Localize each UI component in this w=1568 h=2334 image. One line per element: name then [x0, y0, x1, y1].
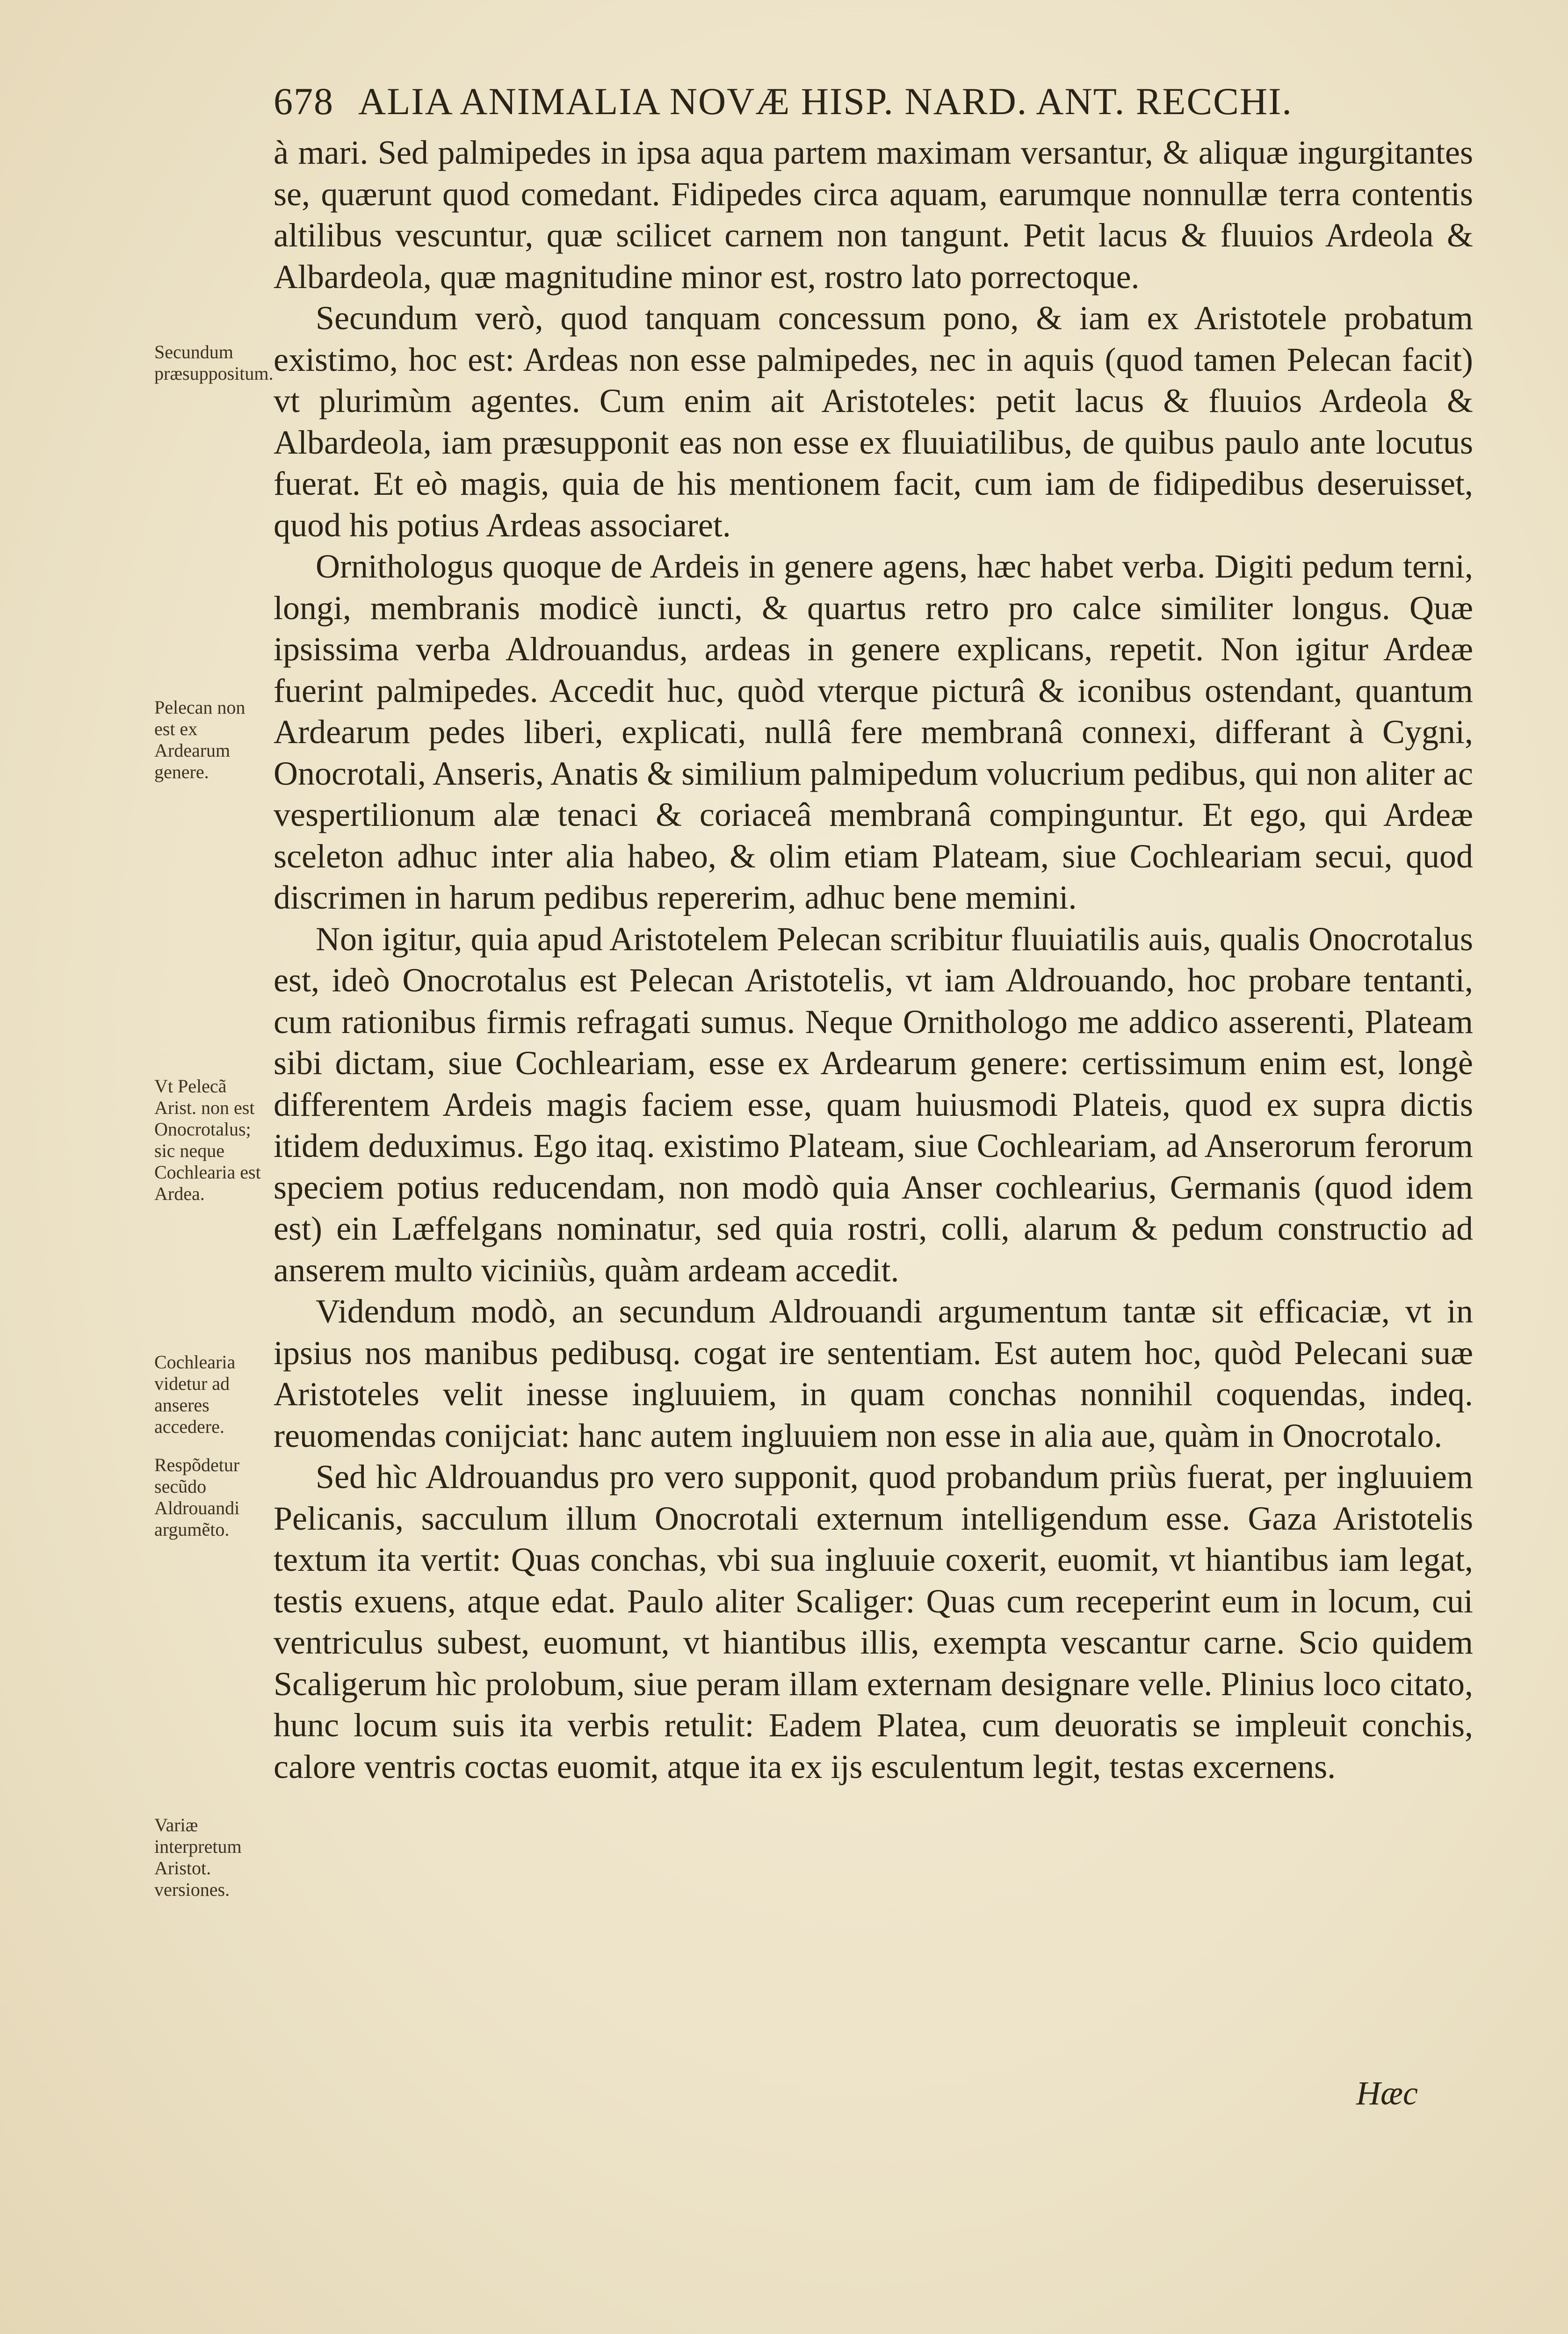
margin-note: Cochlearia videtur ad anseres accedere. [154, 1351, 236, 1437]
margin-note: Variæ interpretum Aristot. versiones. [154, 1814, 242, 1900]
paragraph: Secundum verò, quod tanquam concessum pono, & iam ex Aristotele probatum existimo, hoc est: Ardeas non esse palmipedes, nec in aquis (quod tamen Pelecan facit) vt plurimùm agentes. Cum enim ait Aristoteles: petit lacus & fluuios Ardeola & Albardeola, iam præsupponit eas non esse ex fluuiatilibus, de quibus paulo ante locutus fuerat. Et eò magis, quia de his mentionem facit, cum iam de fidipedibus deseruisset, quod his potius Ardeas associaret. [274, 299, 1473, 544]
margin-note: Vt Pelecã Arist. non est Onocrotalus; sic neque Cochlearia est Ardea. [154, 1076, 261, 1204]
running-title: ALIA ANIMALIA NOVÆ HISP. NARD. ANT. RECCHI. [358, 80, 1293, 123]
paragraph: à mari. Sed palmipedes in ipsa aqua partem maximam versantur, & aliquæ ingurgitantes se, quærunt quod comedant. Fidipedes circa aquam, earumque nonnullæ terra contentis altilibus vescuntur, quæ scilicet carnem non tangunt. Petit lacus & fluuios Ardeola & Albardeola, quæ magnitudine minor est, rostro lato porrectoque. [274, 134, 1473, 296]
paragraph: Videndum modò, an secundum Aldrouandi argumentum tantæ sit efficaciæ, vt in ipsius nos manibus pedibusq. cogat ire sententiam. Est autem hoc, quòd Pelecani suæ Aristoteles velit inesse ingluuiem, in quam conchas nonnihil coquendas, indeq. reuomendas conijciat: hanc autem ingluuiem non esse in alia aue, quàm in Onocrotalo. [274, 1293, 1473, 1454]
paragraph: Non igitur, quia apud Aristotelem Pelecan scribitur fluuiatilis auis, qualis Onocrotalus est, ideò Onocrotalus est Pelecan Aristotelis, vt iam Aldrouando, hoc probare tentanti, cum rationibus firmis refragati sumus. Neque Ornithologo me addico asserenti, Plateam sibi dictam, siue Cochleariam, esse ex Ardearum genere: certissimum enim est, longè differentem Ardeis magis faciem esse, quam huiusmodi Plateis, quod ex supra dictis itidem deduximus. Ego itaq. existimo Plateam, siue Cochleariam, ad Anserorum ferorum speciem potius reducendam, non modò quia Anser cochlearius, Germanis (quod idem est) ein Læffelgans nominatur, sed quia rostri, colli, alarum & pedum constructio ad anserem multo viciniùs, quàm ardeam accedit. [274, 920, 1473, 1289]
catchword: Hæc [1356, 2074, 1418, 2112]
margin-note: Pelecan non est ex Ardearum genere. [154, 697, 246, 782]
running-head [274, 79, 1429, 123]
page-number: 678 [274, 80, 334, 123]
paragraph: Sed hìc Aldrouandus pro vero supponit, quod probandum priùs fuerat, per ingluuiem Pelicanis, sacculum illum Onocrotali externum intelligendum esse. Gaza Aristotelis textum ita vertit: Quas conchas, vbi sua ingluuie coxerit, euomit, vt hiantibus iam legat, testis exuens, atque edat. Paulo aliter Scaliger: Quas cum receperint eum in locum, cui ventriculus subest, euomunt, vt hiantibus illis, exempta vescantur carne. Scio quidem Scaligerum hìc prolobum, siue peram illam externam designare velle. Plinius loco citato, hunc locum suis ita verbis retulit: Eadem Platea, cum deuoratis se impleuit conchis, calore ventris coctas euomit, atque ita ex ijs esculentum legit, testas excernens. [274, 1458, 1473, 1785]
margin-note: Secundum præsuppositum. [154, 341, 274, 384]
main-text [274, 132, 1473, 1787]
margin-note: Respõdetur secũdo Aldrouandi argumẽto. [154, 1454, 240, 1540]
paragraph: Ornithologus quoque de Ardeis in genere agens, hæc habet verba. Digiti pedum terni, longi, membranis modicè iuncti, & quartus retro pro calce similiter longus. Quæ ipsissima verba Aldrouandus, ardeas in genere explicans, repetit. Non igitur Ardeæ fuerint palmipedes. Accedit huc, quòd vterque picturâ & iconibus ostendant, quantum Ardearum pedes liberi, explicati, nullâ fere membranâ connexi, differant à Cygni, Onocrotali, Anseris, Anatis & similium palmipedum volucrium pedibus, qui non aliter ac vespertilionum alæ tenaci & coriaceâ membranâ compinguntur. Et ego, qui Ardeæ sceleton adhuc inter alia habeo, & olim etiam Plateam, siue Cochleariam secui, quod discrimen in harum pedibus repererim, adhuc bene memini. [274, 548, 1473, 916]
